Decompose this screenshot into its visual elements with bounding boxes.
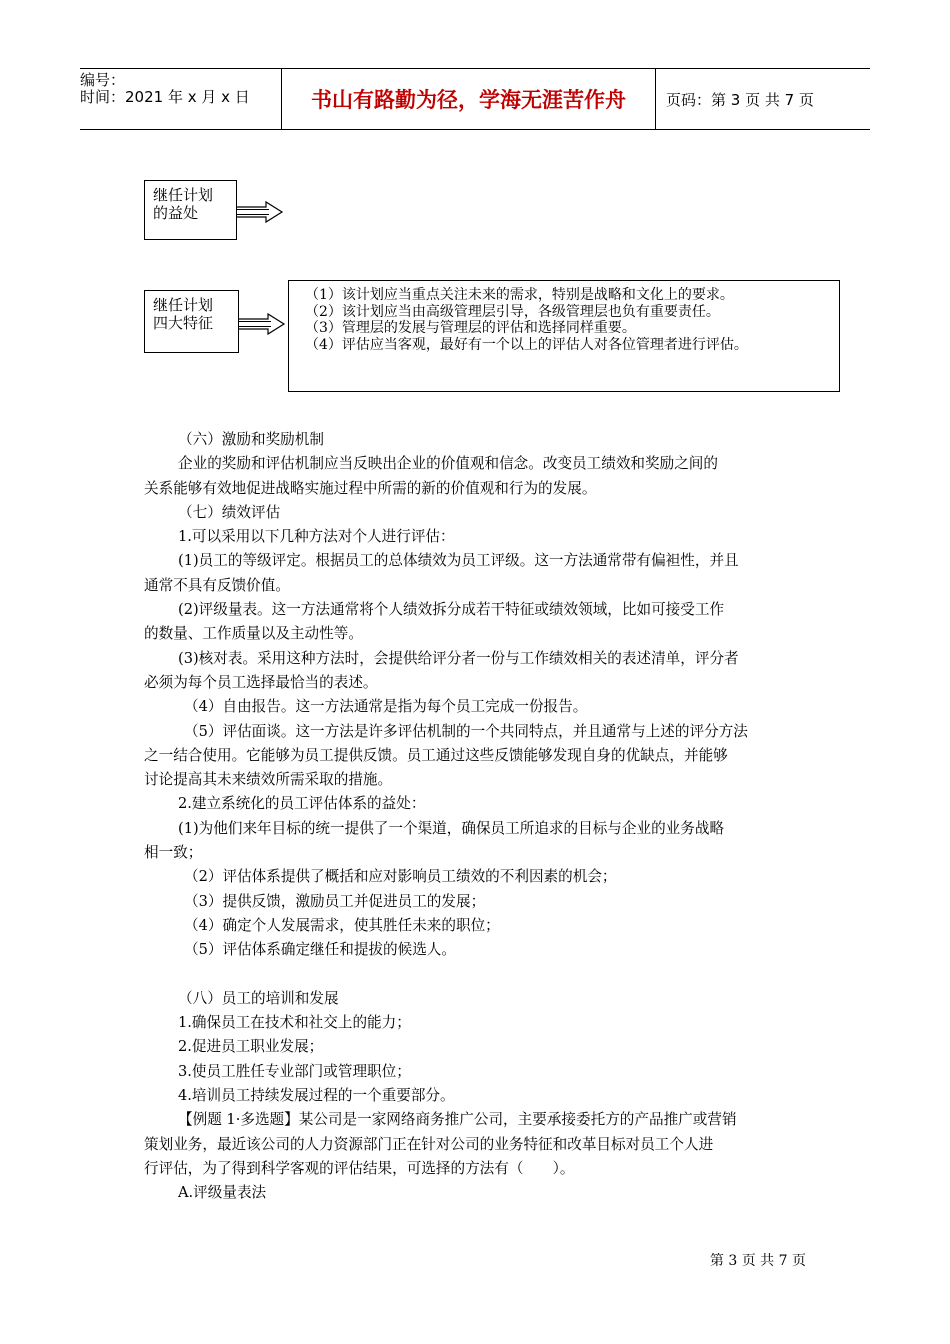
header-motto: 书山有路勤为径，学海无涯苦作舟 — [281, 69, 656, 129]
header-page-info: 页码：第 3 页 共 7 页 — [666, 90, 814, 109]
box-line: 继任计划 — [153, 296, 214, 314]
paragraph-line: 必须为每个员工选择最恰当的表述。 — [144, 673, 378, 691]
header-meta — [80, 69, 280, 132]
paragraph-line: (2)评级量表。这一方法通常将个人绩效拆分成若干特征或绩效领域，比如可接受工作 — [178, 601, 725, 619]
paragraph-line: （5）评估体系确定继任和提拔的候选人。 — [184, 941, 456, 959]
paragraph-line: 的数量、工作质量以及主动性等。 — [144, 625, 363, 643]
doc-date: 时间：2021 年 x 月 x 日 — [80, 88, 250, 106]
paragraph-line: 企业的奖励和评估机制应当反映出企业的价值观和信念。改变员工绩效和奖励之间的 — [178, 455, 718, 473]
answer-option: A.评级量表法 — [178, 1184, 267, 1202]
blank-line — [144, 963, 814, 987]
paragraph-line: 4.培训员工持续发展过程的一个重要部分。 — [178, 1087, 455, 1105]
paragraph-line: 通常不具有反馈价值。 — [144, 576, 290, 594]
paragraph-line: （2）评估体系提供了概括和应对影响员工绩效的不利因素的机会； — [184, 868, 617, 886]
paragraph-line: (1)为他们来年目标的统一提供了一个渠道，确保员工所追求的目标与企业的业务战略 — [178, 819, 725, 837]
box-line: 四大特征 — [153, 314, 214, 332]
paragraph-line: 讨论提高其未来绩效所需采取的措施。 — [144, 771, 393, 789]
paragraph-line: 3.使员工胜任专业部门或管理职位； — [178, 1062, 411, 1080]
example-question-line: 【例题 1·多选题】某公司是一家网络商务推广公司，主要承接委托方的产品推广或营销 — [178, 1111, 737, 1129]
paragraph-line: （4）自由报告。这一方法通常是指为每个员工完成一份报告。 — [184, 698, 588, 716]
section-heading: （六）激励和奖励机制 — [178, 431, 324, 448]
section-heading: （七）绩效评估 — [178, 503, 281, 521]
page-footer: 第 3 页 共 7 页 — [709, 1253, 806, 1269]
feature-item: （3）管理层的发展与管理层的评估和选择同样重要。 — [305, 320, 636, 336]
succession-benefit-box — [144, 180, 237, 240]
paragraph-line: 相一致； — [144, 844, 203, 862]
paragraph-line: （4）确定个人发展需求，使其胜任未来的职位； — [184, 916, 500, 934]
paragraph-line: 关系能够有效地促进战略实施过程中所需的新的价值观和行为的发展。 — [144, 479, 597, 497]
paragraph-line: 1.确保员工在技术和社交上的能力； — [178, 1014, 411, 1032]
paragraph-line: 之一结合使用。它能够为员工提供反馈。员工通过这些反馈能够发现自身的优缺点，并能够 — [144, 746, 728, 764]
paragraph-line: (3)核对表。采用这种方法时，会提供给评分者一份与工作绩效相关的表述清单，评分者 — [178, 649, 739, 667]
paragraph-line: （5）评估面谈。这一方法是许多评估机制的一个共同特点，并且通常与上述的评分方法 — [184, 722, 748, 740]
doc-code-label: 编号： — [80, 71, 126, 89]
paragraph-line: 1.可以采用以下几种方法对个人进行评估： — [178, 528, 455, 546]
feature-item: （2）该计划应当由高级管理层引导，各级管理层也负有重要责任。 — [305, 303, 720, 320]
feature-item: （1）该计划应当重点关注未来的需求，特别是战略和文化上的要求。 — [305, 287, 734, 303]
succession-features-box — [144, 290, 239, 353]
double-arrow-icon — [236, 200, 284, 224]
box-line: 的益处 — [153, 204, 199, 222]
box-line: 继任计划 — [153, 186, 214, 204]
example-question-line: 策划业务，最近该公司的人力资源部门正在针对公司的业务特征和改革目标对员工个人进 — [144, 1135, 714, 1153]
example-question-line: 行评估，为了得到科学客观的评估结果，可选择的方法有（ ）。 — [144, 1159, 575, 1177]
page-header — [80, 68, 870, 130]
paragraph-line: 2.建立系统化的员工评估体系的益处： — [178, 795, 426, 813]
paragraph-line: (1)员工的等级评定。根据员工的总体绩效为员工评级。这一方法通常带有偏袒性，并且 — [178, 552, 739, 570]
feature-item: （4）评估应当客观，最好有一个以上的评估人对各位管理者进行评估。 — [305, 336, 748, 353]
paragraph-line: （3）提供反馈，激励员工并促进员工的发展； — [184, 892, 486, 910]
double-arrow-icon — [238, 312, 286, 336]
document-body — [144, 428, 814, 1206]
features-list-box — [288, 280, 840, 392]
paragraph-line: 2.促进员工职业发展； — [178, 1038, 324, 1056]
section-heading: （八）员工的培训和发展 — [178, 989, 339, 1007]
